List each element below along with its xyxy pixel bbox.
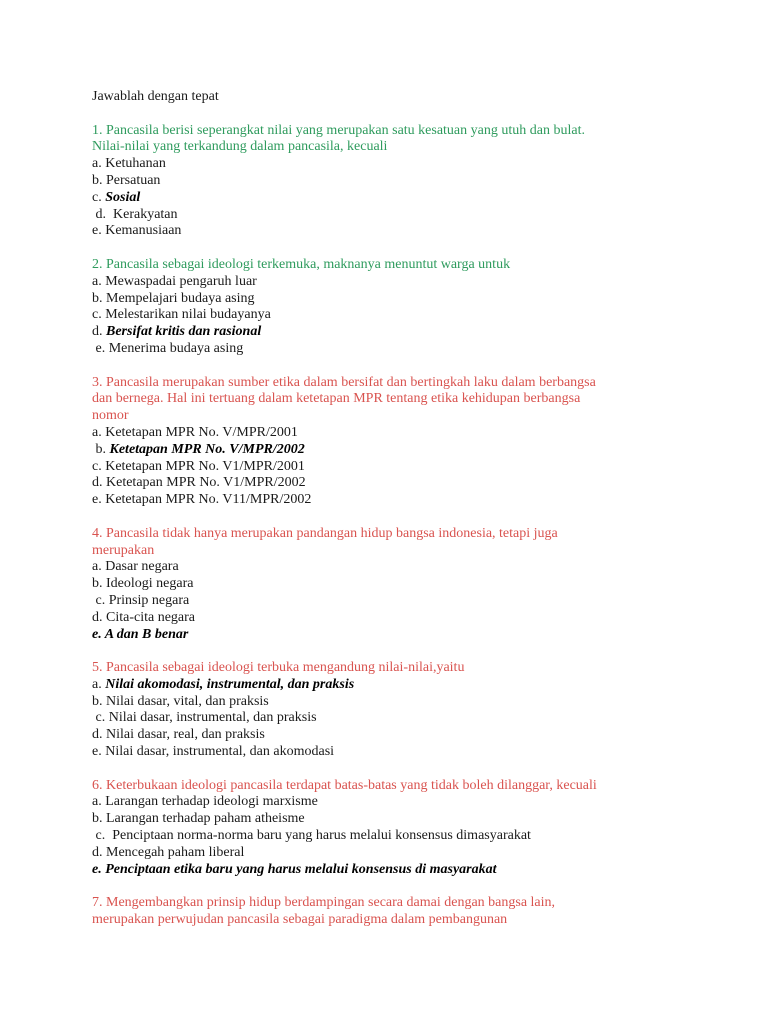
option-letter: e. xyxy=(92,744,106,760)
answer-option xyxy=(92,862,692,879)
question-text: merupakan xyxy=(92,542,155,558)
answer-option xyxy=(92,677,692,694)
answer-option xyxy=(92,207,692,224)
option-letter: b. xyxy=(92,693,106,709)
option-letter: a. xyxy=(92,676,106,692)
option-letter: d. xyxy=(92,206,113,222)
answer-option xyxy=(92,425,692,442)
question-text: 4. Pancasila tidak hanya merupakan pandangan hidup bangsa indonesia, tetapi juga xyxy=(92,525,558,541)
answer-option xyxy=(92,694,692,711)
answer-option xyxy=(92,274,692,291)
option-letter: d. xyxy=(92,844,106,860)
option-letter: c. xyxy=(92,592,109,608)
option-letter: d. xyxy=(92,324,106,340)
question-3 xyxy=(92,375,692,509)
option-letter: d. xyxy=(92,727,106,743)
question-text: 1. Pancasila berisi seperangkat nilai yang merupakan satu kesatuan yang utuh dan bulat. xyxy=(92,122,585,138)
option-letter: a. xyxy=(92,794,106,810)
answer-option xyxy=(92,190,692,207)
option-letter: e. xyxy=(92,223,106,239)
answer-option xyxy=(92,576,692,593)
answer-option xyxy=(92,794,692,811)
option-letter: c. xyxy=(92,189,106,205)
answer-option xyxy=(92,442,692,459)
answer-option xyxy=(92,828,692,845)
option-text: Nilai dasar, instrumental, dan akomodasi xyxy=(105,744,335,760)
question-7 xyxy=(92,895,692,929)
question-text: merupakan perwujudan pancasila sebagai paradigma dalam pembangunan xyxy=(92,912,508,928)
option-letter: b. xyxy=(92,172,106,188)
option-text: Nilai dasar, instrumental, dan praksis xyxy=(108,710,317,726)
correct-answer-text: Bersifat kritis dan rasional xyxy=(106,324,262,340)
answer-option xyxy=(92,610,692,627)
question-4 xyxy=(92,526,692,644)
option-text: Persatuan xyxy=(106,172,161,188)
option-text: Nilai dasar, real, dan praksis xyxy=(106,727,265,743)
question-text: nomor xyxy=(92,408,129,424)
answer-option xyxy=(92,727,692,744)
option-letter: c. xyxy=(92,458,106,474)
answer-option xyxy=(92,223,692,240)
option-text: Larangan terhadap ideologi marxisme xyxy=(105,794,318,810)
option-text: Dasar negara xyxy=(105,559,179,575)
option-letter: c. xyxy=(92,710,109,726)
option-letter: a. xyxy=(92,559,106,575)
option-letter: e. xyxy=(92,492,106,508)
question-text: 6. Keterbukaan ideologi pancasila terdapat batas-batas yang tidak boleh dilanggar, kecuali xyxy=(92,777,597,793)
option-text: Ketuhanan xyxy=(105,156,166,172)
option-text: Kemanusiaan xyxy=(105,223,182,239)
answer-option xyxy=(92,744,692,761)
question-text: 5. Pancasila sebagai ideologi terbuka mengandung nilai-nilai,yaitu xyxy=(92,660,465,676)
question-2 xyxy=(92,257,692,358)
option-letter: c. xyxy=(92,307,106,323)
question-1 xyxy=(92,123,692,241)
answer-option xyxy=(92,341,692,358)
option-text: Penciptaan norma-norma baru yang harus melalui konsensus dimasyarakat xyxy=(112,828,531,844)
question-5 xyxy=(92,660,692,761)
answer-option xyxy=(92,475,692,492)
answer-option xyxy=(92,459,692,476)
option-letter: b. xyxy=(92,290,106,306)
option-letter: d. xyxy=(92,475,106,491)
answer-option xyxy=(92,593,692,610)
option-letter: b. xyxy=(92,576,106,592)
option-text: Mewaspadai pengaruh luar xyxy=(105,273,257,289)
option-letter: a. xyxy=(92,273,106,289)
intro-instruction: Jawablah dengan tepat xyxy=(92,89,219,104)
option-text: Prinsip negara xyxy=(108,592,190,608)
answer-option xyxy=(92,627,692,644)
option-text: Menerima budaya asing xyxy=(108,340,244,356)
answer-option xyxy=(92,324,692,341)
correct-answer-text: Nilai akomodasi, instrumental, dan praksis xyxy=(105,676,355,692)
option-text: Larangan terhadap paham atheisme xyxy=(106,811,305,827)
option-text: Ketetapan MPR No. V11/MPR/2002 xyxy=(105,492,312,508)
option-letter: b. xyxy=(92,441,110,457)
option-text: Kerakyatan xyxy=(113,206,178,222)
answer-option xyxy=(92,307,692,324)
question-text: 2. Pancasila sebagai ideologi terkemuka, maknanya menuntut warga untuk xyxy=(92,256,511,272)
answer-option xyxy=(92,811,692,828)
question-list xyxy=(92,123,692,929)
option-text: Mencegah paham liberal xyxy=(106,844,245,860)
question-text: dan bernega. Hal ini tertuang dalam ketetapan MPR tentang etika kehidupan berbangsa xyxy=(92,391,581,407)
option-text: Melestarikan nilai budayanya xyxy=(105,307,271,323)
question-text: 7. Mengembangkan prinsip hidup berdampingan secara damai dengan bangsa lain, xyxy=(92,895,556,911)
option-letter: a. xyxy=(92,156,106,172)
answer-option xyxy=(92,845,692,862)
option-letter: a. xyxy=(92,424,106,440)
option-text: Ketetapan MPR No. V/MPR/2001 xyxy=(105,424,298,440)
answer-option xyxy=(92,559,692,576)
answer-option xyxy=(92,156,692,173)
question-text: 3. Pancasila merupakan sumber etika dalam bersifat dan bertingkah laku dalam berbangsa xyxy=(92,374,596,390)
option-letter: c. xyxy=(92,828,113,844)
correct-answer-text: e. Penciptaan etika baru yang harus melalui konsensus di masyarakat xyxy=(92,861,497,877)
correct-answer-text: Sosial xyxy=(105,189,141,205)
option-text: Nilai dasar, vital, dan praksis xyxy=(106,693,269,709)
question-text: Nilai-nilai yang terkandung dalam pancasila, kecuali xyxy=(92,139,388,155)
correct-answer-text: e. A dan B benar xyxy=(92,626,189,642)
option-text: Cita-cita negara xyxy=(106,609,196,625)
answer-option xyxy=(92,710,692,727)
question-6 xyxy=(92,778,692,879)
document-page xyxy=(92,89,692,946)
option-letter: e. xyxy=(92,340,109,356)
answer-option xyxy=(92,173,692,190)
option-text: Mempelajari budaya asing xyxy=(106,290,255,306)
option-letter: b. xyxy=(92,811,106,827)
answer-option xyxy=(92,492,692,509)
option-text: Ketetapan MPR No. V1/MPR/2002 xyxy=(106,475,306,491)
correct-answer-text: Ketetapan MPR No. V/MPR/2002 xyxy=(109,441,305,457)
option-text: Ketetapan MPR No. V1/MPR/2001 xyxy=(105,458,305,474)
answer-option xyxy=(92,291,692,308)
option-text: Ideologi negara xyxy=(106,576,194,592)
option-letter: d. xyxy=(92,609,106,625)
